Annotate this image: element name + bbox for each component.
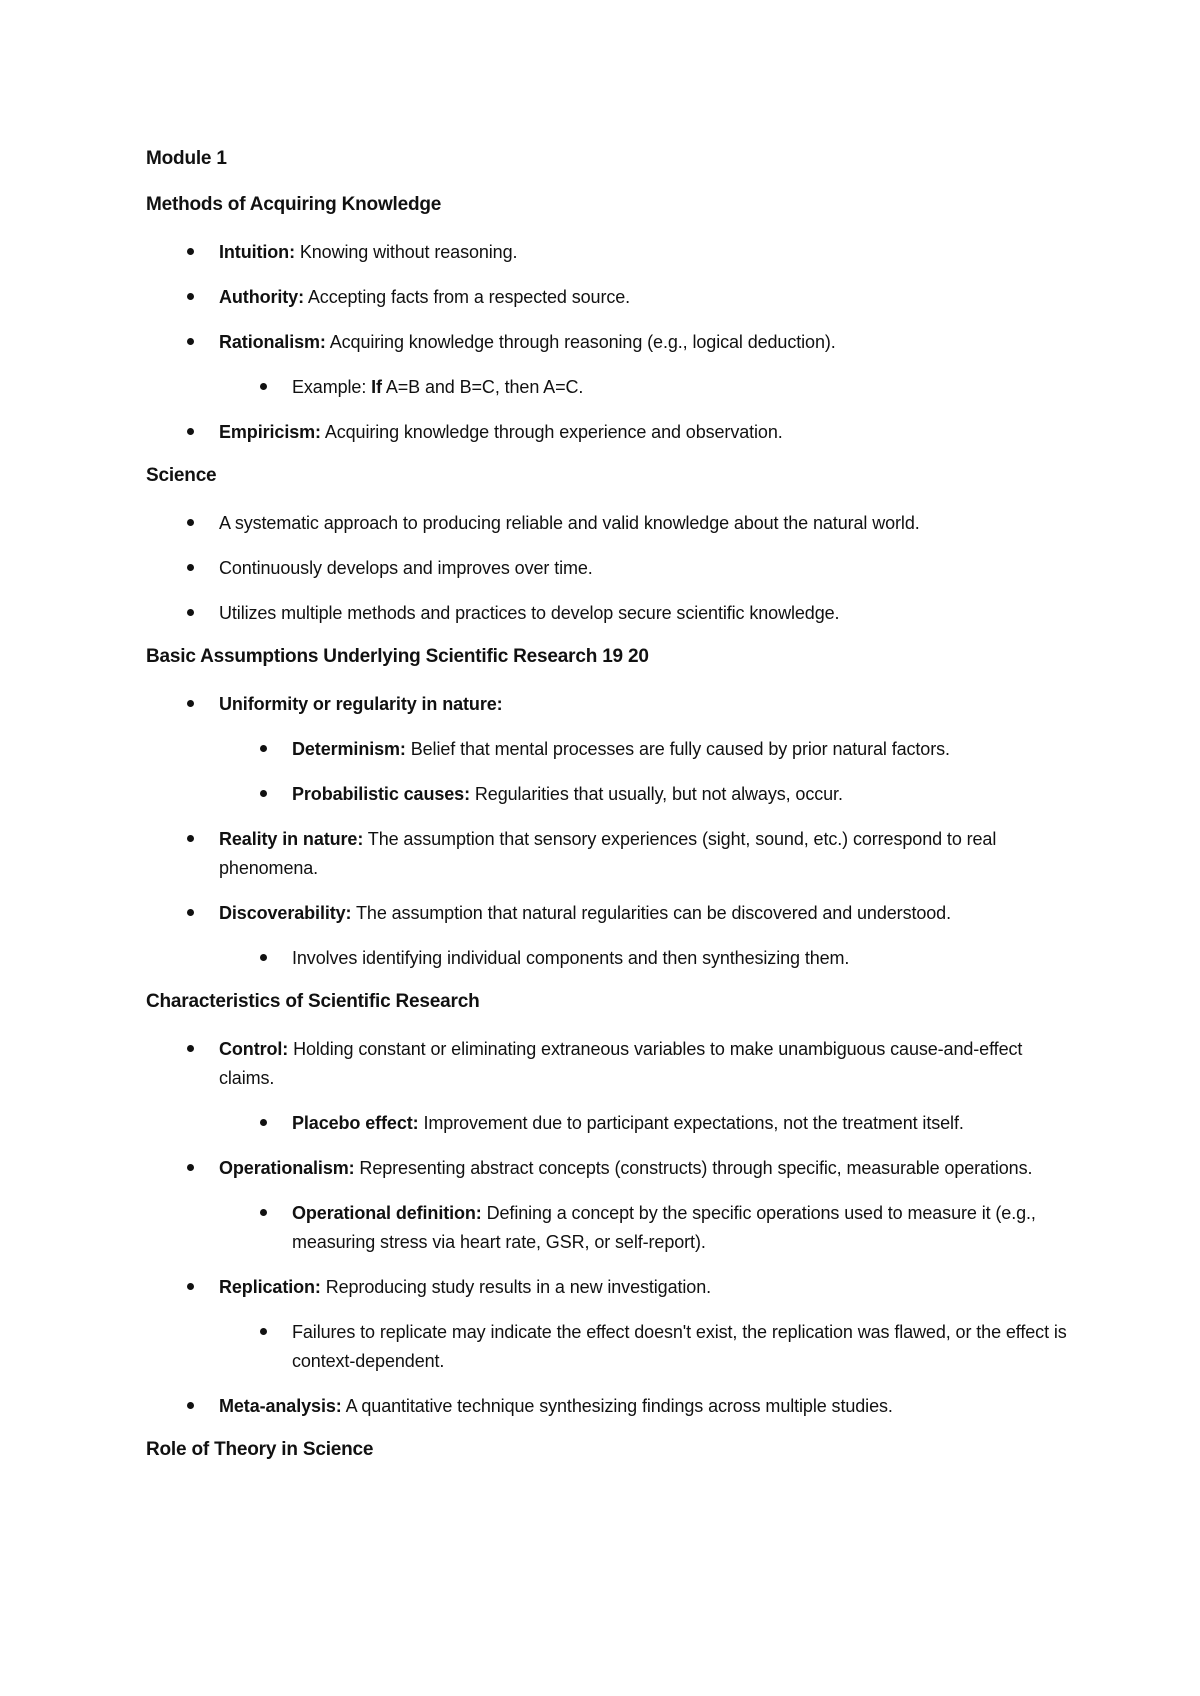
bullet-icon xyxy=(260,790,267,797)
section-characteristics xyxy=(146,989,1076,1421)
section-basic-assumptions xyxy=(146,644,1076,973)
item-term: Probabilistic causes: xyxy=(292,784,470,804)
section-heading: Basic Assumptions Underlying Scientific Research 19 20 xyxy=(146,646,649,667)
item-term: Authority: xyxy=(219,287,304,307)
bullet-list xyxy=(146,1035,1076,1421)
list-item xyxy=(146,1199,1076,1257)
bullet-list xyxy=(146,238,1076,447)
item-text: Failures to replicate may indicate the effect doesn't exist, the replication was flawed, or the effect is context-dependent. xyxy=(292,1322,1067,1371)
list-item xyxy=(146,283,1076,312)
item-term: Determinism: xyxy=(292,739,406,759)
item-text: Representing abstract concepts (constructs) through specific, measurable operations. xyxy=(354,1158,1033,1178)
bullet-icon xyxy=(187,293,194,300)
item-text: Regularities that usually, but not always, occur. xyxy=(469,784,843,804)
item-term: Reality in nature: xyxy=(219,829,364,849)
document-content xyxy=(146,146,1076,1483)
item-text: Improvement due to participant expectations, not the treatment itself. xyxy=(418,1113,964,1133)
item-text: A quantitative technique synthesizing findings across multiple studies. xyxy=(341,1396,893,1416)
bullet-icon xyxy=(260,1119,267,1126)
item-term: Control: xyxy=(219,1039,289,1059)
item-text: Accepting facts from a respected source. xyxy=(303,287,631,307)
item-text: Continuously develops and improves over time. xyxy=(219,558,593,578)
item-text: The assumption that natural regularities can be discovered and understood. xyxy=(351,903,951,923)
item-text: Reproducing study results in a new investigation. xyxy=(320,1277,712,1297)
bullet-icon xyxy=(187,519,194,526)
bullet-icon xyxy=(260,954,267,961)
bullet-list xyxy=(146,690,1076,973)
list-item xyxy=(146,825,1076,883)
item-term: Placebo effect: xyxy=(292,1113,419,1133)
list-item xyxy=(146,899,1076,928)
list-item xyxy=(146,1392,1076,1421)
bullet-icon xyxy=(187,700,194,707)
bullet-icon xyxy=(260,383,267,390)
list-item xyxy=(146,1154,1076,1183)
list-item xyxy=(146,418,1076,447)
item-term: Replication: xyxy=(219,1277,321,1297)
module-title: Module 1 xyxy=(146,148,227,169)
item-term: Operational definition: xyxy=(292,1203,482,1223)
item-term: Rationalism: xyxy=(219,332,326,352)
item-text: Involves identifying individual components and then synthesizing them. xyxy=(292,948,850,968)
item-prefix: Example: xyxy=(292,377,372,397)
item-text: A=B and B=C, then A=C. xyxy=(381,377,584,397)
list-item xyxy=(146,554,1076,583)
bullet-icon xyxy=(187,1045,194,1052)
list-item xyxy=(146,1273,1076,1302)
bullet-icon xyxy=(187,248,194,255)
list-item xyxy=(146,328,1076,357)
bullet-icon xyxy=(187,909,194,916)
bullet-icon xyxy=(187,1164,194,1171)
list-item xyxy=(146,509,1076,538)
bullet-icon xyxy=(187,428,194,435)
item-text: Belief that mental processes are fully caused by prior natural factors. xyxy=(405,739,950,759)
bullet-icon xyxy=(187,835,194,842)
item-text: A systematic approach to producing reliable and valid knowledge about the natural world. xyxy=(219,513,920,533)
list-item xyxy=(146,690,1076,719)
bullet-icon xyxy=(187,338,194,345)
bullet-icon xyxy=(187,609,194,616)
list-item xyxy=(146,944,1076,973)
item-text: The assumption that sensory experiences (sight, sound, etc.) correspond to real phenomena. xyxy=(219,829,997,878)
item-term: Operationalism: xyxy=(219,1158,355,1178)
list-item xyxy=(146,238,1076,267)
item-text: Utilizes multiple methods and practices to develop secure scientific knowledge. xyxy=(219,603,840,623)
item-text: Acquiring knowledge through experience and observation. xyxy=(320,422,783,442)
list-item xyxy=(146,599,1076,628)
bullet-icon xyxy=(260,1209,267,1216)
item-text: Acquiring knowledge through reasoning (e.g., logical deduction). xyxy=(325,332,836,352)
section-heading: Characteristics of Scientific Research xyxy=(146,991,480,1012)
section-heading: Science xyxy=(146,465,217,486)
bullet-icon xyxy=(187,1283,194,1290)
list-item xyxy=(146,780,1076,809)
list-item xyxy=(146,373,1076,402)
item-term: Intuition: xyxy=(219,242,295,262)
section-science xyxy=(146,463,1076,628)
list-item xyxy=(146,1109,1076,1138)
section-heading: Role of Theory in Science xyxy=(146,1439,374,1460)
item-bold-text: If xyxy=(371,377,382,397)
item-term: Discoverability: xyxy=(219,903,352,923)
bullet-icon xyxy=(260,1328,267,1335)
item-text: Knowing without reasoning. xyxy=(294,242,518,262)
item-text: Defining a concept by the specific operations used to measure it (e.g., measuring stress via heart rate, GSR, or self-report). xyxy=(292,1203,1036,1252)
item-text: Holding constant or eliminating extraneous variables to make unambiguous cause-and-effect claims. xyxy=(219,1039,1023,1088)
list-item xyxy=(146,1035,1076,1093)
bullet-list xyxy=(146,509,1076,628)
item-term: Empiricism: xyxy=(219,422,321,442)
bullet-icon xyxy=(187,1402,194,1409)
bullet-icon xyxy=(187,564,194,571)
section-methods-of-acquiring-knowledge xyxy=(146,192,1076,447)
list-item xyxy=(146,1318,1076,1376)
bullet-icon xyxy=(260,745,267,752)
section-role-of-theory xyxy=(146,1437,1076,1463)
section-heading: Methods of Acquiring Knowledge xyxy=(146,194,442,215)
item-term: Uniformity or regularity in nature: xyxy=(219,694,503,714)
item-term: Meta-analysis: xyxy=(219,1396,342,1416)
list-item xyxy=(146,735,1076,764)
